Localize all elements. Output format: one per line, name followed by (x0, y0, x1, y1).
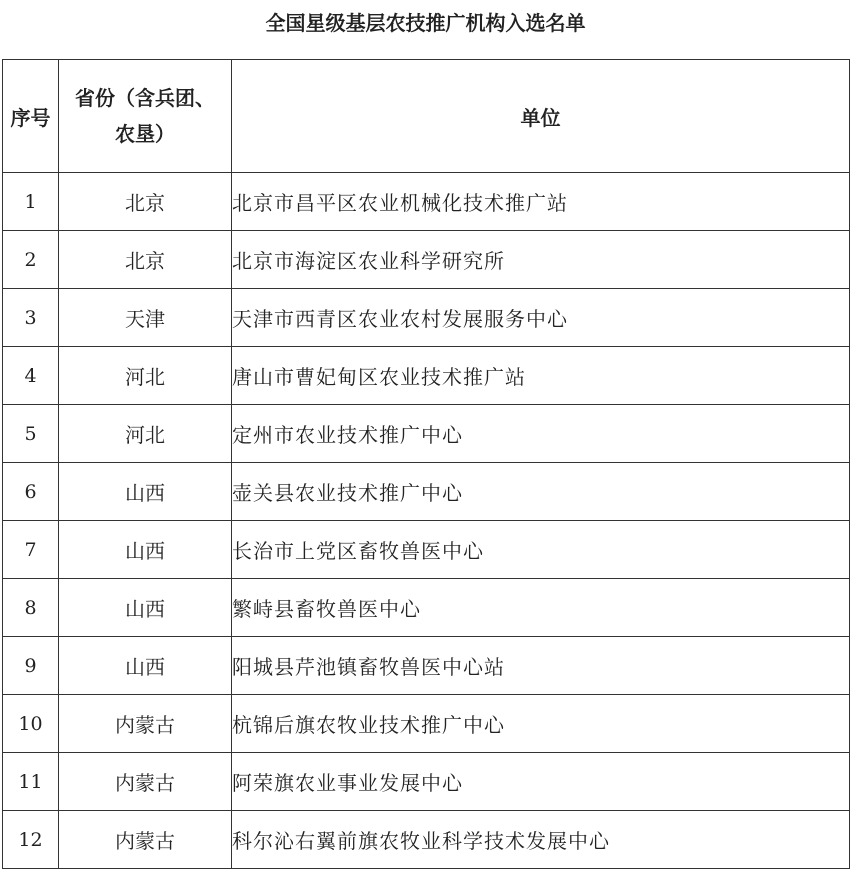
row-unit-cell: 北京市昌平区农业机械化技术推广站 (232, 173, 850, 231)
row-index-cell: 4 (3, 347, 59, 405)
row-index-cell: 10 (3, 695, 59, 753)
table-row (3, 811, 850, 869)
row-unit-cell: 阿荣旗农业事业发展中心 (232, 753, 850, 811)
row-index-cell: 5 (3, 405, 59, 463)
row-province-cell: 河北 (59, 405, 232, 463)
row-unit-cell: 科尔沁右翼前旗农牧业科学技术发展中心 (232, 811, 850, 869)
row-unit-cell: 天津市西青区农业农村发展服务中心 (232, 289, 850, 347)
row-index-cell: 9 (3, 637, 59, 695)
row-unit-cell: 壶关县农业技术推广中心 (232, 463, 850, 521)
table-header-row (3, 60, 850, 173)
row-province-cell: 河北 (59, 347, 232, 405)
selection-list-table (2, 59, 850, 869)
table-row (3, 463, 850, 521)
header-province-label: 省份（含兵团、农垦） (75, 86, 215, 146)
row-province-cell: 内蒙古 (59, 811, 232, 869)
table-row (3, 347, 850, 405)
row-index-cell: 2 (3, 231, 59, 289)
row-unit-cell: 唐山市曹妃甸区农业技术推广站 (232, 347, 850, 405)
row-province-cell: 北京 (59, 231, 232, 289)
row-province-cell: 天津 (59, 289, 232, 347)
header-index: 序号 (3, 60, 59, 173)
table-row (3, 231, 850, 289)
row-index-cell: 8 (3, 579, 59, 637)
row-index-cell: 12 (3, 811, 59, 869)
table-row (3, 753, 850, 811)
row-index-cell: 11 (3, 753, 59, 811)
document-title: 全国星级基层农技推广机构入选名单 (265, 11, 586, 35)
table-row (3, 289, 850, 347)
row-unit-cell: 杭锦后旗农牧业技术推广中心 (232, 695, 850, 753)
row-province-cell: 山西 (59, 579, 232, 637)
row-index-cell: 7 (3, 521, 59, 579)
table-row (3, 405, 850, 463)
table-row (3, 695, 850, 753)
header-unit: 单位 (232, 60, 850, 173)
row-unit-cell: 北京市海淀区农业科学研究所 (232, 231, 850, 289)
table-row (3, 173, 850, 231)
row-index-cell: 1 (3, 173, 59, 231)
row-unit-cell: 长治市上党区畜牧兽医中心 (232, 521, 850, 579)
row-unit-cell: 定州市农业技术推广中心 (232, 405, 850, 463)
table-body (3, 173, 850, 869)
row-province-cell: 山西 (59, 637, 232, 695)
table-row (3, 521, 850, 579)
row-index-cell: 3 (3, 289, 59, 347)
row-unit-cell: 繁峙县畜牧兽医中心 (232, 579, 850, 637)
header-province (59, 60, 232, 173)
row-province-cell: 山西 (59, 521, 232, 579)
table-row (3, 637, 850, 695)
row-province-cell: 北京 (59, 173, 232, 231)
row-unit-cell: 阳城县芹池镇畜牧兽医中心站 (232, 637, 850, 695)
row-index-cell: 6 (3, 463, 59, 521)
table-row (3, 579, 850, 637)
row-province-cell: 山西 (59, 463, 232, 521)
row-province-cell: 内蒙古 (59, 695, 232, 753)
row-province-cell: 内蒙古 (59, 753, 232, 811)
